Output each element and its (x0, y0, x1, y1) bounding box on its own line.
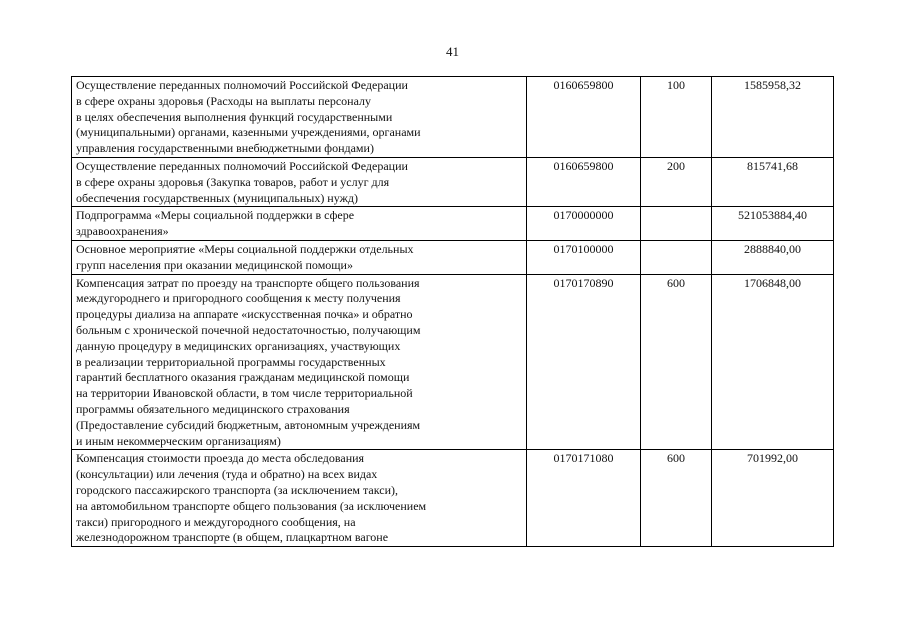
row-name: Осуществление переданных полномочий Российской Федерации в сфере охраны здоровья (Расходы на выплаты персоналу в целях обеспечения выполнения функций государственными (муниципальными) органами, казенными учреждениями, органами управления государственными внебюджетными фондами) (72, 77, 527, 158)
row-expense-type: 100 (641, 77, 712, 158)
row-expense-type: 200 (641, 157, 712, 206)
row-amount: 701992,00 (712, 450, 834, 547)
row-target-code: 0170000000 (527, 207, 641, 241)
row-name: Осуществление переданных полномочий Российской Федерации в сфере охраны здоровья (Закупка товаров, работ и услуг для обеспечения государственных (муниципальных) нужд) (72, 157, 527, 206)
table-row (72, 450, 834, 547)
page-number: 41 (446, 44, 459, 59)
row-amount: 2888840,00 (712, 240, 834, 274)
row-name: Компенсация стоимости проезда до места обследования (консультации) или лечения (туда и обратно) на всех видах городского пассажирского транспорта (за исключением такси), на автомобильном транспорте общего пользования (за исключением такси) пригородного и междугородного сообщения, на железнодорожном транспорте (в общем, плацкартном вагоне (72, 450, 527, 547)
row-expense-type: 600 (641, 450, 712, 547)
row-target-code: 0160659800 (527, 157, 641, 206)
row-expense-type: 600 (641, 274, 712, 450)
row-name: Компенсация затрат по проезду на транспорте общего пользования междугороднего и пригородного сообщения к месту получения процедуры диализа на аппарате «искусственная почка» и обратно больным с хронической почечной недостаточностью, получающим данную процедуру в медицинских организациях, участвующих в реализации территориальной программы государственных гарантий бесплатного оказания гражданам медицинской помощи на территории Ивановской области, в том числе территориальной программы обязательного медицинского страхования (Предоставление субсидий бюджетным, автономным учреждениям и иным некоммерческим организациям) (72, 274, 527, 450)
table-row (72, 274, 834, 450)
table-row (72, 77, 834, 158)
row-amount: 815741,68 (712, 157, 834, 206)
row-target-code: 0170100000 (527, 240, 641, 274)
row-target-code: 0170170890 (527, 274, 641, 450)
row-target-code: 0170171080 (527, 450, 641, 547)
table-row (72, 240, 834, 274)
row-expense-type (641, 240, 712, 274)
table-row (72, 157, 834, 206)
budget-table (71, 76, 834, 547)
row-name: Подпрограмма «Меры социальной поддержки в сфере здравоохранения» (72, 207, 527, 241)
row-amount: 1585958,32 (712, 77, 834, 158)
row-expense-type (641, 207, 712, 241)
table-row (72, 207, 834, 241)
row-amount: 521053884,40 (712, 207, 834, 241)
row-target-code: 0160659800 (527, 77, 641, 158)
row-amount: 1706848,00 (712, 274, 834, 450)
row-name: Основное мероприятие «Меры социальной поддержки отдельных групп населения при оказании медицинской помощи» (72, 240, 527, 274)
